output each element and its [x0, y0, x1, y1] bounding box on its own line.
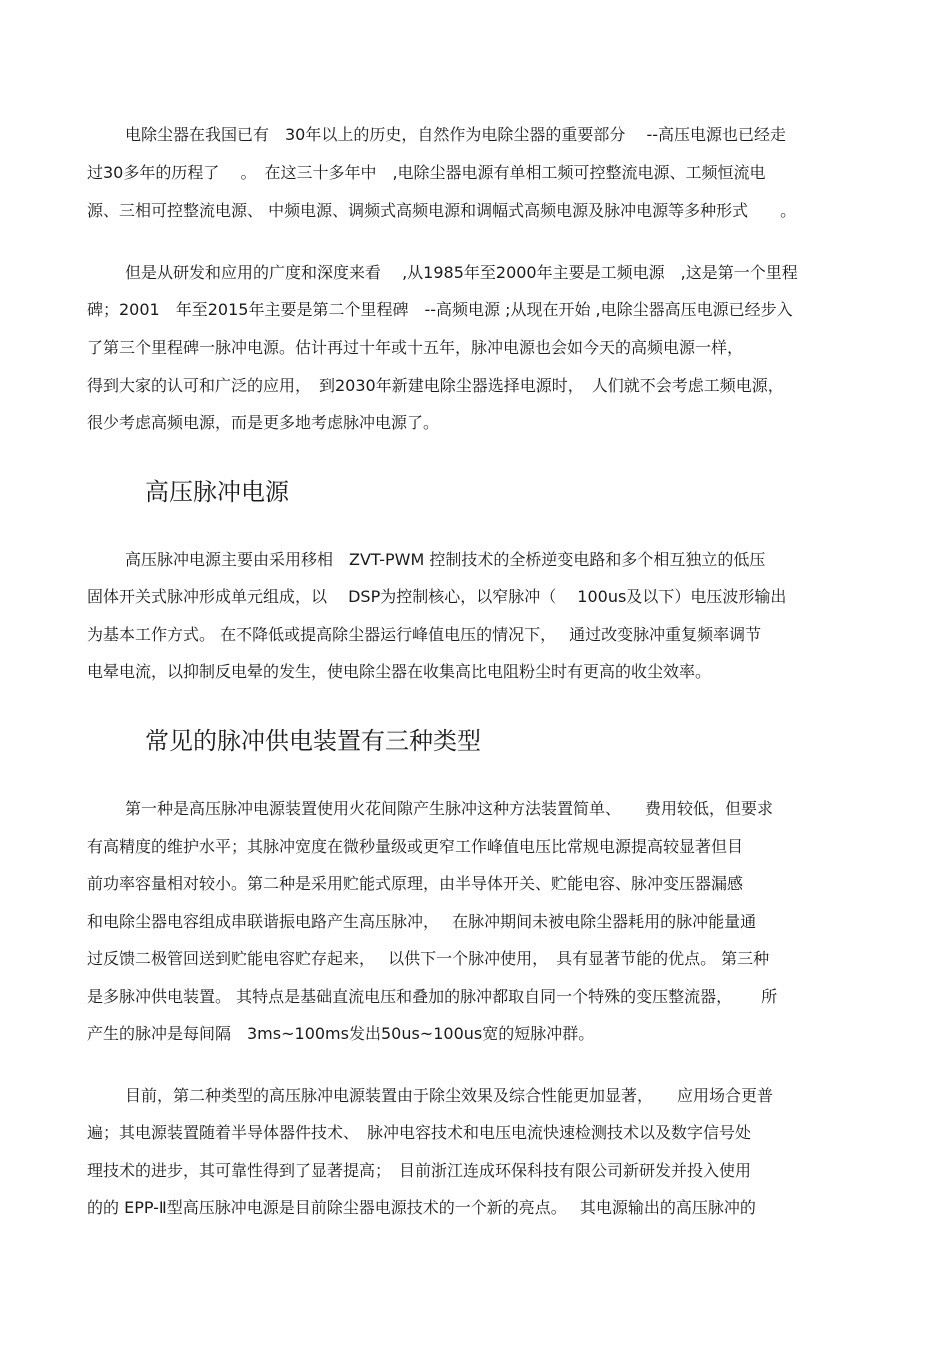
paragraph-2-line-1: 但是从研发和应用的广度和深度来看 ,从1985年至2000年主要是工频电源 ,这是第一个里程: [125, 263, 798, 282]
paragraph-4-line-3: 前功率容量相对较小。第二种是采用贮能式原理，由半导体开关、贮能电容、脉冲变压器漏感: [87, 874, 744, 893]
paragraph-2-line-5: 很少考虑高频电源，而是更多地考虑脉冲电源了。: [87, 413, 440, 432]
paragraph-3-line-1: 高压脉冲电源主要由采用移相 ZVT-PWM 控制技术的全桥逆变电路和多个相互独立的低压: [125, 550, 766, 569]
paragraph-4-line-2: 有高精度的维护水平；其脉冲宽度在微秒量级或更窄工作峰值电压比常规电源提高较显著但目: [87, 837, 744, 856]
paragraph-4-line-7: 产生的脉冲是每间隔 3ms~100ms发出50us~100us宽的短脉冲群。: [87, 1024, 595, 1043]
paragraph-2-line-2: 碑；2001 年至2015年主要是第二个里程碑 --高频电源 ;从现在开始 ,电除尘器高压电源已经步入: [87, 300, 793, 319]
paragraph-4-line-6: 是多脉冲供电装置。 其特点是基础直流电压和叠加的脉冲都取自同一个特殊的变压整流器， 所: [87, 987, 778, 1006]
paragraph-1-line-2: 过30多年的历程了 。 在这三十多年中 ,电除尘器电源有单相工频可控整流电源、工频恒流电: [87, 163, 766, 182]
paragraph-4-line-4: 和电除尘器电容组成串联谐振电路产生高压脉冲， 在脉冲期间未被电除尘器耗用的脉冲能量通: [87, 912, 757, 931]
paragraph-1-line-3: 源、三相可控整流电源、 中频电源、调频式高频电源和调幅式高频电源及脉冲电源等多种形式 。: [87, 201, 797, 220]
paragraph-3-line-2: 固体开关式脉冲形成单元组成，以 DSP为控制核心，以窄脉冲（ 100us及以下）电压波形输出: [87, 587, 787, 606]
paragraph-2-line-4: 得到大家的认可和广泛的应用， 到2030年新建电除尘器选择电源时， 人们就不会考虑工频电源，: [87, 376, 784, 395]
paragraph-4-line-5: 过反馈二极管回送到贮能电容贮存起来， 以供下一个脉冲使用， 具有显著节能的优点。 第三种: [87, 949, 770, 968]
paragraph-2-line-3: 了第三个里程碑一脉冲电源。估计再过十年或十五年，脉冲电源也会如今天的高频电源一样，: [87, 338, 744, 357]
paragraph-3-line-3: 为基本工作方式。 在不降低或提高除尘器运行峰值电压的情况下， 通过改变脉冲重复频率调节: [87, 625, 762, 644]
paragraph-5-line-3: 理技术的进步，其可靠性得到了显著提高； 目前浙江连成环保科技有限公司新研发并投入使用: [87, 1161, 752, 1180]
section-heading-pulse-power: 高压脉冲电源: [145, 478, 289, 506]
section-heading-three-types: 常见的脉冲供电装置有三种类型: [145, 727, 481, 755]
paragraph-4-line-1: 第一种是高压脉冲电源装置使用火花间隙产生脉冲这种方法装置简单、 费用较低，但要求: [125, 799, 774, 818]
paragraph-5-line-2: 遍；其电源装置随着半导体器件技术、 脉冲电容技术和电压电流快速检测技术以及数字信号处: [87, 1123, 752, 1142]
paragraph-1-line-1: 电除尘器在我国已有 30年以上的历史，自然作为电除尘器的重要部分 --高压电源也已经走: [125, 125, 786, 144]
paragraph-5-line-4: 的的 EPP-Ⅱ型高压脉冲电源是目前除尘器电源技术的一个新的亮点。 其电源输出的高压脉冲的: [87, 1198, 756, 1217]
paragraph-3-line-4: 电晕电流，以抑制反电晕的发生，使电除尘器在收集高比电阻粉尘时有更高的收尘效率。: [87, 662, 712, 681]
paragraph-5-line-1: 目前，第二种类型的高压脉冲电源装置由于除尘效果及综合性能更加显著， 应用场合更普: [125, 1086, 774, 1105]
